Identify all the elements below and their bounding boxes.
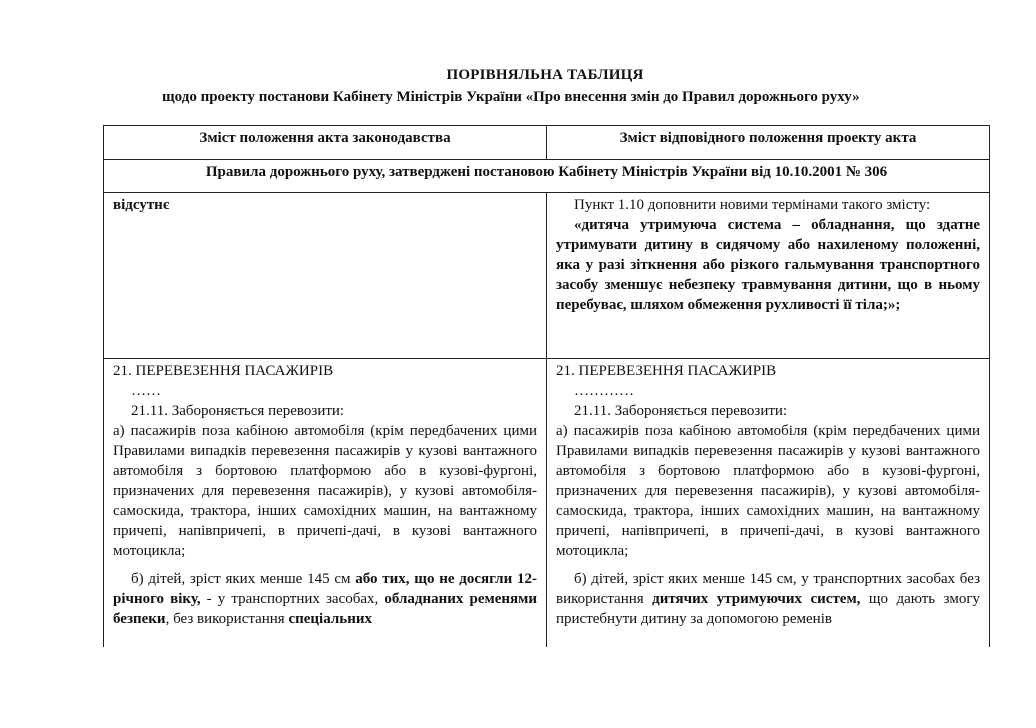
row2-right-b-part3: що дають змогу пристебнути дитину за допомогою ременів [556,591,980,627]
row2-left-clause: 21.11. Забороняється перевозити: [131,403,345,419]
row2-right-clause: 21.11. Забороняється перевозити: [574,403,788,419]
document-subtitle: щодо проекту постанови Кабінету Міністрів України «Про внесення змін до Правил дорожнього руху» [162,89,860,105]
row2-left-dots: …… [131,383,161,399]
row2-right-b-part2: дитячих утримуючих систем, [652,591,861,607]
row2-left-b-part3: - у транспортних засобах, [200,591,385,607]
row1-left-cell [104,193,547,359]
row2-right-dots: ………… [574,383,634,399]
table-header-row [104,126,990,160]
row1-right-intro: Пункт 1.10 доповнити новими термінами такого змісту: [574,197,931,213]
header-current-law: Зміст положення акта законодавства [104,126,547,160]
row1-right-cell [547,193,990,359]
row2-left-cell [104,359,547,648]
row1-left-text: відсутнє [113,197,170,213]
header-proposed-act: Зміст відповідного положення проекту акта [547,126,990,160]
comparison-table [103,125,990,647]
row2-right-cell [547,359,990,648]
row2-left-b-part5: , без використання [165,611,289,627]
row2-right-item-b [556,569,980,629]
row2-left-b-part1: б) дітей, зріст яких менше 145 см [131,571,356,587]
row2-right-heading: 21. ПЕРЕВЕЗЕННЯ ПАСАЖИРІВ [556,363,777,379]
row2-left-item-a: а) пасажирів поза кабіною автомобіля (крім передбачених цими Правилами випадків перевезення пасажирів у кузові вантажного автомобіля з бортовою платформою або в кузові-фургоні, призначених для перевезення пасажирів), у кузові автомобіля-самоскида, трактора, інших самохідних машин, на вантажному причепі, напівпричепі, в причепі-дачі, в кузові вантажного мотоцикла; [113,423,537,559]
row2-right-b-part1: б) дітей, зріст яких менше 145 см, у транспортних засобах без використання [556,571,980,607]
row1-right-term: «дитяча утримуюча система – обладнання, що здатне утримувати дитину в сидячому або нахиленому положенні, яка у разі зіткнення або різкого гальмування транспортного засобу зменшує небезпеку травмування дитини, що в ньому перебуває, шляхом обмеження рухливості її тіла;»; [556,217,980,313]
row2-left-item-b [113,569,537,629]
table-row [104,193,990,359]
section-row [104,160,990,193]
row2-right-item-a: а) пасажирів поза кабіною автомобіля (крім передбачених цими Правилами випадків перевезення пасажирів у кузові вантажного автомобіля з бортовою платформою або в кузові-фургоні, призначених для перевезення пасажирів), у кузові автомобіля-самоскида, трактора, інших самохідних машин, на вантажному причепі, напівпричепі, в причепі-дачі, в кузові вантажного мотоцикла; [556,423,980,559]
row2-left-b-part2: або тих, що не досягли 12-річного віку, [113,571,537,607]
row2-left-b-part6: спеціальних [288,611,372,627]
document-title: ПОРІВНЯЛЬНА ТАБЛИЦЯ [446,67,644,83]
row2-left-heading: 21. ПЕРЕВЕЗЕННЯ ПАСАЖИРІВ [113,363,334,379]
table-row [104,359,990,648]
row2-left-b-part4: обладнаних ременями безпеки [113,591,537,627]
section-title: Правила дорожнього руху, затверджені постановою Кабінету Міністрів України від 10.10.2001 № 306 [104,160,990,193]
